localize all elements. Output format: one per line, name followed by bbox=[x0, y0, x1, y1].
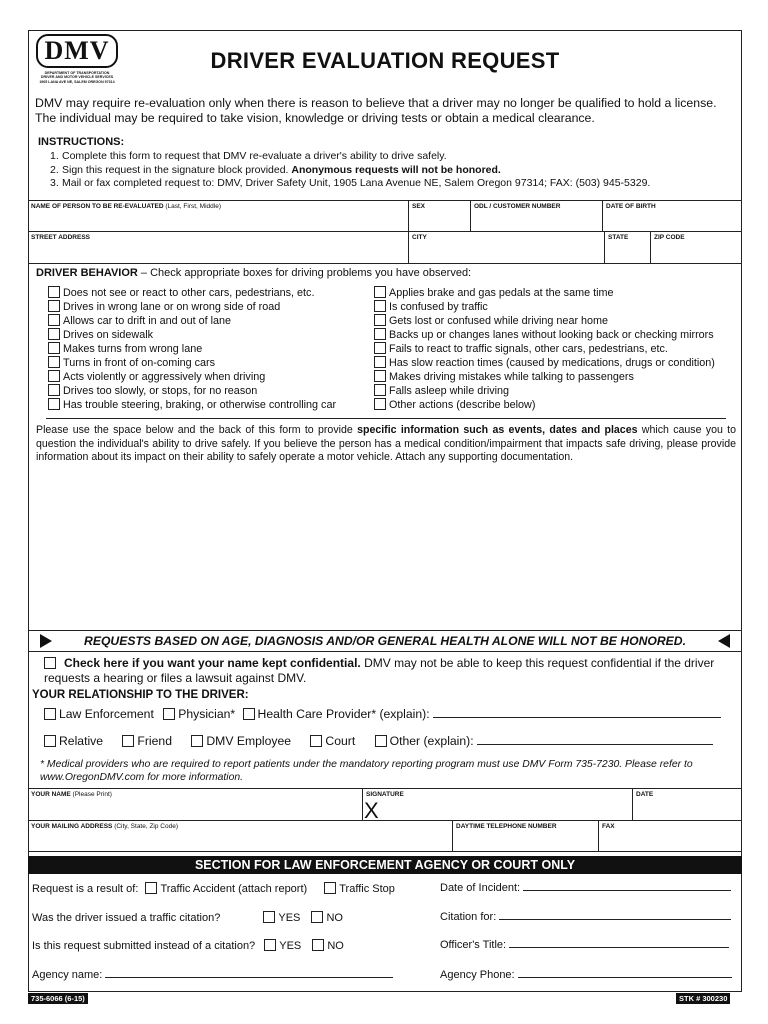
court-checkbox[interactable] bbox=[310, 735, 322, 747]
page-title: DRIVER EVALUATION REQUEST bbox=[210, 48, 560, 73]
checkbox[interactable] bbox=[48, 370, 60, 382]
behavior-item: Does not see or react to other cars, pedestrians, etc. bbox=[48, 286, 336, 300]
behavior-item: Other actions (describe below) bbox=[374, 398, 715, 412]
behavior-item: Applies brake and gas pedals at the same time bbox=[374, 286, 715, 300]
date-field[interactable]: DATE bbox=[632, 789, 742, 820]
behavior-item: Has slow reaction times (caused by medications, drugs or condition) bbox=[374, 356, 715, 370]
checkbox[interactable] bbox=[48, 328, 60, 340]
checkbox[interactable] bbox=[374, 356, 386, 368]
relationship-row-2: Relative Friend DMV Employee Court Other (explain): bbox=[44, 734, 713, 748]
behavior-item: Drives in wrong lane or on wrong side of road bbox=[48, 300, 336, 314]
checkbox[interactable] bbox=[374, 328, 386, 340]
checkbox[interactable] bbox=[374, 384, 386, 396]
agency-phone-input[interactable] bbox=[518, 977, 732, 978]
dmv-logo-mark: DMV bbox=[36, 34, 117, 68]
citation-yes-checkbox[interactable] bbox=[263, 911, 275, 923]
checkbox[interactable] bbox=[48, 384, 60, 396]
arrow-right-icon bbox=[40, 634, 52, 648]
instead-question-row: Is this request submitted instead of a citation? YES NO bbox=[32, 940, 344, 952]
signature-field[interactable]: SIGNATURE bbox=[362, 789, 632, 820]
divider bbox=[46, 418, 726, 419]
relationship-heading: YOUR RELATIONSHIP TO THE DRIVER: bbox=[32, 689, 249, 701]
health-care-provider-checkbox[interactable] bbox=[243, 708, 255, 720]
mailing-address-field[interactable]: YOUR MAILING ADDRESS (City, State, Zip Code) bbox=[31, 823, 179, 830]
other-explain-input[interactable] bbox=[477, 744, 713, 745]
fax-field[interactable]: FAX bbox=[598, 821, 742, 851]
checkbox[interactable] bbox=[48, 286, 60, 298]
warning-banner: REQUESTS BASED ON AGE, DIAGNOSIS AND/OR GENERAL HEALTH ALONE WILL NOT BE HONORED. bbox=[28, 630, 742, 652]
traffic-accident-checkbox[interactable] bbox=[145, 882, 157, 894]
citation-for-row: Citation for: bbox=[440, 911, 731, 923]
checkbox[interactable] bbox=[48, 300, 60, 312]
checkbox[interactable] bbox=[374, 398, 386, 410]
law-enforcement-checkbox[interactable] bbox=[44, 708, 56, 720]
instead-no-checkbox[interactable] bbox=[312, 939, 324, 951]
details-instructions: Please use the space below and the back of this form to provide specific information such as events, dates and places which cause you to question the individual's ability to drive safely. If you believe the person has a medical condition/impairment that impacts safe driving, please provide information about its impact on their ability to safely operate a motor vehicle. Attach any supporting documentation. bbox=[36, 424, 737, 463]
relative-checkbox[interactable] bbox=[44, 735, 56, 747]
instruction-item: 2. Sign this request in the signature block provided. Anonymous requests will not be honored. bbox=[50, 163, 501, 176]
driver-behavior-heading: DRIVER BEHAVIOR – Check appropriate boxes for driving problems you have observed: bbox=[36, 267, 472, 279]
citation-no-checkbox[interactable] bbox=[311, 911, 323, 923]
phone-field[interactable]: DAYTIME TELEPHONE NUMBER bbox=[452, 821, 598, 851]
stock-number: STK # 300230 bbox=[676, 993, 730, 1004]
citation-for-input[interactable] bbox=[499, 919, 731, 920]
incident-date-row: Date of Incident: bbox=[440, 882, 731, 894]
officer-title-input[interactable] bbox=[509, 947, 729, 948]
name-field[interactable]: NAME OF PERSON TO BE RE-EVALUATED (Last, First, Middle) bbox=[31, 203, 221, 210]
confidential-checkbox[interactable] bbox=[44, 657, 56, 669]
citation-question-row: Was the driver issued a traffic citation? YES NO bbox=[32, 912, 343, 924]
street-field[interactable]: STREET ADDRESS bbox=[31, 234, 90, 241]
request-result-row: Request is a result of: Traffic Accident (attach report) Traffic Stop bbox=[32, 883, 395, 895]
officer-title-row: Officer's Title: bbox=[440, 939, 729, 951]
person-row-2 bbox=[28, 231, 742, 264]
arrow-left-icon bbox=[718, 634, 730, 648]
behavior-left-column bbox=[48, 286, 336, 412]
agency-name-row: Agency name: bbox=[32, 969, 393, 981]
confidential-option: Check here if you want your name kept confidential. DMV may not be able to keep this request confidential if the driver requests a hearing or files a lawsuit against DMV. bbox=[44, 656, 715, 685]
your-name-field[interactable]: YOUR NAME (Please Print) bbox=[31, 791, 112, 798]
incident-date-input[interactable] bbox=[523, 890, 731, 891]
checkbox[interactable] bbox=[48, 342, 60, 354]
friend-checkbox[interactable] bbox=[122, 735, 134, 747]
checkbox[interactable] bbox=[374, 314, 386, 326]
agency-phone-row: Agency Phone: bbox=[440, 969, 732, 981]
behavior-item: Backs up or changes lanes without looking back or checking mirrors bbox=[374, 328, 715, 342]
checkbox[interactable] bbox=[374, 286, 386, 298]
dmv-logo bbox=[34, 34, 120, 90]
physician-checkbox[interactable] bbox=[163, 708, 175, 720]
sex-field[interactable]: SEX bbox=[408, 201, 470, 231]
hcp-explain-input[interactable] bbox=[433, 717, 721, 718]
behavior-item: Turns in front of on-coming cars bbox=[48, 356, 336, 370]
behavior-item: Fails to react to traffic signals, other cars, pedestrians, etc. bbox=[374, 342, 715, 356]
checkbox[interactable] bbox=[48, 398, 60, 410]
behavior-item: Drives too slowly, or stops, for no reason bbox=[48, 384, 336, 398]
relationship-row-1: Law Enforcement Physician* Health Care Provider* (explain): bbox=[44, 707, 721, 721]
behavior-item: Allows car to drift in and out of lane bbox=[48, 314, 336, 328]
signer-row-1 bbox=[28, 788, 742, 820]
zip-field[interactable]: ZIP CODE bbox=[650, 232, 742, 263]
instructions-list bbox=[50, 150, 740, 191]
logo-subtext: DEPARTMENT OF TRANSPORTATION DRIVER AND MOTOR VEHICLE SERVICES 1905 LANA AVE NE, SALEM OREGON 97314 bbox=[39, 71, 115, 84]
person-row-1 bbox=[28, 200, 742, 231]
other-checkbox[interactable] bbox=[375, 735, 387, 747]
odl-field[interactable]: ODL / CUSTOMER NUMBER bbox=[470, 201, 602, 231]
intro-text: DMV may require re-evaluation only when there is reason to believe that a driver may no longer be qualified to hold a license. The individual may be required to take vision, knowledge or driving tests or obtain a medical clearance. bbox=[35, 96, 717, 125]
behavior-item: Drives on sidewalk bbox=[48, 328, 336, 342]
state-field[interactable]: STATE bbox=[604, 232, 650, 263]
behavior-item: Gets lost or confused while driving near home bbox=[374, 314, 715, 328]
instead-yes-checkbox[interactable] bbox=[264, 939, 276, 951]
behavior-item: Makes driving mistakes while talking to passengers bbox=[374, 370, 715, 384]
signer-row-2 bbox=[28, 820, 742, 852]
instructions-heading: INSTRUCTIONS: bbox=[38, 136, 125, 148]
behavior-item: Falls asleep while driving bbox=[374, 384, 715, 398]
behavior-item: Is confused by traffic bbox=[374, 300, 715, 314]
checkbox[interactable] bbox=[374, 342, 386, 354]
dob-field[interactable]: DATE OF BIRTH bbox=[602, 201, 742, 231]
checkbox[interactable] bbox=[48, 356, 60, 368]
traffic-stop-checkbox[interactable] bbox=[324, 882, 336, 894]
behavior-item: Acts violently or aggressively when driving bbox=[48, 370, 336, 384]
signature-x-mark: X bbox=[364, 798, 379, 823]
city-field[interactable]: CITY bbox=[408, 232, 604, 263]
dmv-employee-checkbox[interactable] bbox=[191, 735, 203, 747]
checkbox[interactable] bbox=[48, 314, 60, 326]
behavior-item: Makes turns from wrong lane bbox=[48, 342, 336, 356]
details-textarea[interactable] bbox=[36, 468, 736, 626]
medical-provider-note: * Medical providers who are required to report patients under the mandatory reporting program must use DMV Form 735-7230. Please refer to www.OregonDMV.com for more information. bbox=[40, 759, 693, 783]
behavior-right-column bbox=[374, 286, 715, 412]
agency-name-input[interactable] bbox=[105, 977, 393, 978]
instruction-item: 3. Mail or fax completed request to: DMV, Driver Safety Unit, 1905 Lana Avenue NE, Salem Oregon 97314; FAX: (503) 945-5329. bbox=[50, 177, 651, 189]
instruction-item: 1. Complete this form to request that DMV re-evaluate a driver's ability to drive safely. bbox=[50, 150, 447, 162]
checkbox[interactable] bbox=[374, 370, 386, 382]
checkbox[interactable] bbox=[374, 300, 386, 312]
behavior-item: Has trouble steering, braking, or otherwise controlling car bbox=[48, 398, 336, 412]
law-enforcement-heading: SECTION FOR LAW ENFORCEMENT AGENCY OR COURT ONLY bbox=[28, 856, 742, 874]
form-number: 735-6066 (6-15) bbox=[28, 993, 88, 1004]
